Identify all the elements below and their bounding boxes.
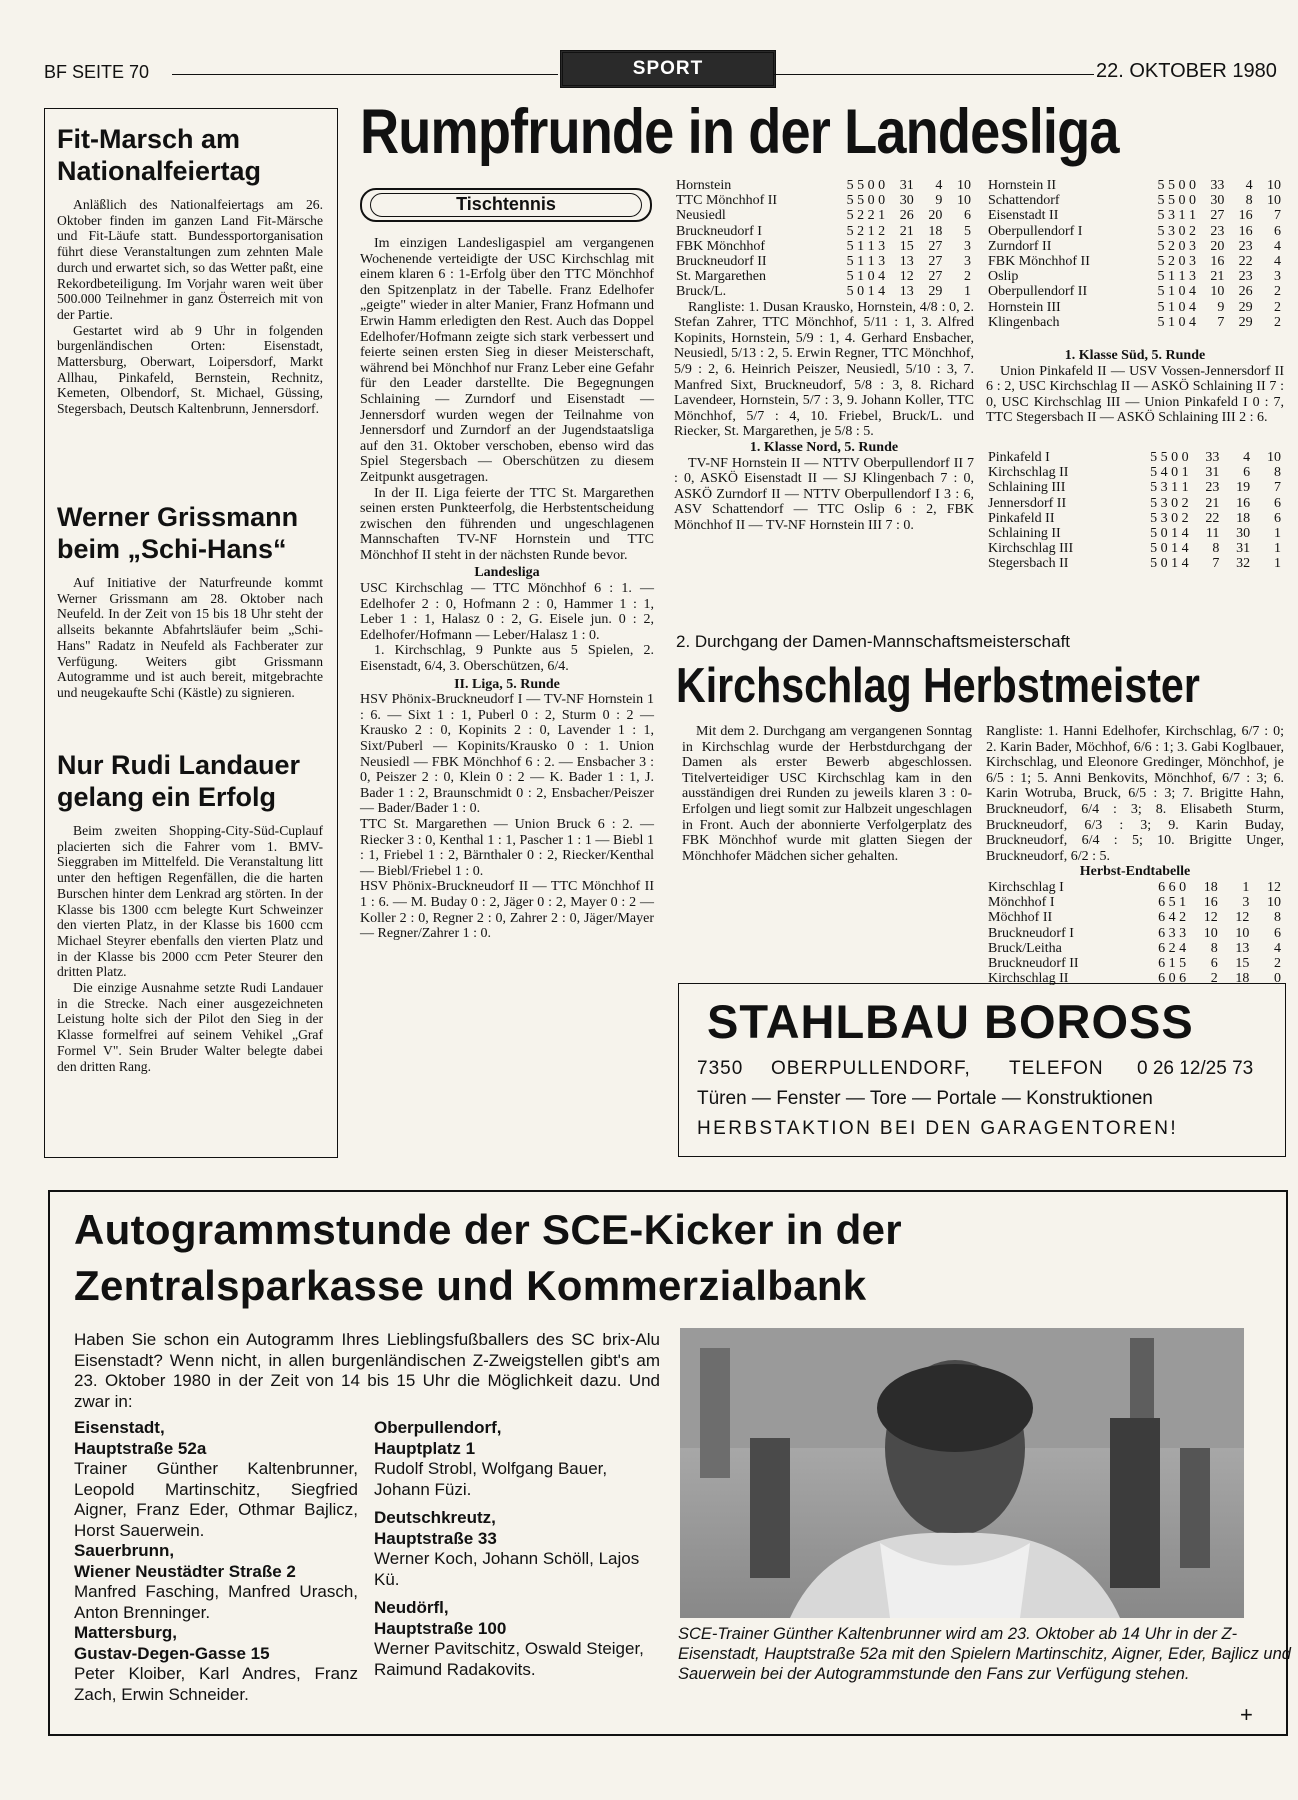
stat-cell: 31 — [1205, 465, 1220, 481]
team-name: Bruck/Leitha — [988, 940, 1062, 956]
article-paragraph: Anläßlich des Nationalfeiertags am 26. Oktober finden im ganzen Land Fit-Märsche und Fit-Läufe statt. Bundessportorganisation führt diese Veranstaltungen zum zehnten Male durch und erwartet sich, so das Wetter paßt, eine Rekordbeteiligung. Im Vorjahr waren weit über 500.000 Teilnehmer in ganz Österreich mit von der Partie. — [57, 197, 323, 322]
stat-cell: 19 — [1236, 480, 1251, 496]
stat-cell: 30 — [1236, 526, 1251, 542]
branch-list-left — [74, 1418, 358, 1705]
ad-promo: HERBSTAKTION BEI DEN GARAGENTOREN! — [697, 1118, 1179, 1139]
stat-cell: 5 0 1 4 — [1150, 526, 1189, 542]
team-name: Schlaining II — [988, 526, 1061, 542]
stat-cell: 15 — [899, 238, 914, 254]
stat-cell: 10 — [957, 178, 971, 193]
section-title: SPORT — [560, 50, 776, 88]
table-row — [986, 178, 1284, 193]
table-row — [986, 465, 1284, 480]
autogramm-headline-line2: Zentralsparkasse und Kommerzialbank — [74, 1262, 867, 1309]
team-name: TTC Mönchhof II — [676, 193, 778, 209]
stat-cell: 23 — [1238, 269, 1253, 285]
stat-cell: 31 — [899, 178, 914, 193]
stat-cell: 27 — [928, 254, 943, 270]
branch — [74, 1541, 358, 1623]
header-rule-left — [172, 74, 558, 75]
article-paragraph: Beim zweiten Shopping-City-Süd-Cuplauf placierten sich die Fahrer vom 1. BMV-Sieggraben im Mittelfeld. Die Veranstaltung litt unter den heftigen Regenfällen, die die harten Burschen hinter dem Lenkrad arg störten. In der Klasse bis 1300 ccm belegte Kurt Schweinzer den vierten Platz, in der Klasse bis 1600 ccm Michael Steyrer ebenfalls den vierten Platz und in der Klasse bis 2000 ccm Peter Steurer den dritten Platz. — [57, 823, 323, 980]
branch-street: Hauptstraße 100 — [374, 1618, 507, 1638]
stat-cell: 18 — [1203, 879, 1218, 895]
stat-cell: 29 — [1238, 314, 1253, 330]
stat-cell: 2 — [1274, 284, 1281, 300]
stat-cell: 5 5 0 0 — [1157, 193, 1196, 209]
stat-cell: 10 — [1267, 178, 1281, 193]
stat-cell: 5 2 2 1 — [846, 208, 886, 224]
table-row — [986, 956, 1284, 971]
liga2-table — [674, 178, 974, 300]
stat-cell: 3 — [1274, 269, 1281, 285]
branch-players: Werner Koch, Johann Schöll, Lajos Kü. — [374, 1549, 640, 1589]
ad-products: Türen — Fenster — Tore — Portale — Konstruktionen — [697, 1088, 1153, 1109]
stat-cell: 21 — [1210, 269, 1225, 285]
stat-cell: 2 — [1274, 314, 1281, 330]
team-name: Möchhof II — [988, 910, 1053, 926]
stat-cell: 5 5 0 0 — [846, 178, 886, 193]
article-title: Nur Rudi Landauer gelang ein Erfolg — [57, 750, 301, 812]
stat-cell: 2 — [1274, 299, 1281, 315]
branch-street: Hauptstraße 52a — [74, 1438, 207, 1458]
table-row — [674, 224, 974, 239]
branch — [374, 1598, 658, 1680]
branch-street: Hauptplatz 1 — [374, 1438, 476, 1458]
left-column-box — [44, 108, 338, 1158]
damen-column-left — [682, 724, 972, 864]
stat-cell: 4 — [1274, 238, 1281, 254]
table-row — [674, 208, 974, 223]
table-row — [986, 480, 1284, 495]
stat-cell: 23 — [1238, 238, 1253, 254]
table-row — [986, 224, 1284, 239]
nord-table — [986, 178, 1284, 330]
stat-cell: 21 — [1205, 495, 1220, 511]
team-name: Bruckneudorf II — [988, 955, 1079, 971]
team-name: Schattendorf — [988, 193, 1060, 209]
team-name: Hornstein III — [988, 299, 1061, 315]
issue-date: 22. OKTOBER 1980 — [1096, 60, 1277, 82]
stat-cell: 5 3 0 2 — [1150, 510, 1189, 526]
stat-cell: 30 — [1210, 193, 1225, 209]
stat-cell: 5 2 0 3 — [1157, 238, 1196, 254]
branch-street: Hauptstraße 33 — [374, 1528, 497, 1548]
stat-cell: 5 1 1 3 — [846, 254, 886, 270]
article-paragraph: Die einzige Ausnahme setzte Rudi Landauer in die Strecke. Nach einer ausgezeichneten Leistung holte sich der Pilot den Sieg in der Klasse formelfrei auf seinem Vehikel „Graf Formel V". Sein Bruder Walter belegte dabei den dritten Rang. — [57, 980, 323, 1074]
autogramm-headline-line1: Autogrammstunde der SCE-Kicker in der — [74, 1206, 902, 1253]
stat-cell: 27 — [928, 238, 943, 254]
stat-cell: 6 2 4 — [1158, 940, 1187, 956]
stat-cell: 12 — [1267, 879, 1281, 895]
stat-cell: 6 — [1274, 510, 1281, 526]
branch-list-right — [374, 1418, 658, 1680]
stat-cell: 6 — [1274, 925, 1281, 941]
team-name: Neusiedl — [676, 208, 726, 224]
stat-cell: 4 — [1243, 450, 1251, 465]
stat-cell: 12 — [1203, 910, 1218, 926]
stat-cell: 5 1 1 3 — [846, 238, 886, 254]
stat-cell: 13 — [899, 284, 914, 300]
branch-place: Sauerbrunn, — [74, 1541, 175, 1560]
stahlbau-ad — [678, 983, 1286, 1157]
damen-column-right — [986, 724, 1284, 986]
end-mark: + — [1240, 1702, 1253, 1727]
stat-cell: 15 — [1235, 955, 1250, 971]
team-name: Pinkafeld II — [988, 510, 1055, 526]
team-name: Kirchschlag III — [988, 541, 1074, 557]
stat-cell: 5 5 0 0 — [1150, 450, 1189, 465]
stat-cell: 8 — [1274, 465, 1281, 481]
damen-kicker: 2. Durchgang der Damen-Mannschaftsmeisterschaft — [676, 632, 1071, 651]
stat-cell: 10 — [1267, 450, 1281, 465]
stat-cell: 26 — [899, 208, 914, 224]
stat-cell: 9 — [935, 193, 943, 209]
team-name: St. Margarethen — [676, 269, 766, 285]
stat-cell: 7 — [1274, 208, 1281, 224]
stat-cell: 5 5 0 0 — [846, 193, 886, 209]
stat-cell: 5 0 1 4 — [846, 284, 886, 300]
sued-heading: 1. Klasse Süd, 5. Runde — [1064, 348, 1206, 364]
table-row — [986, 910, 1284, 925]
damen-body: Mit dem 2. Durchgang am vergangenen Sonntag in Kirchschlag wurde der Herbstdurchgang der Damen als erster Bewerb abgeschlossen. Titelverteidiger USC Kirchschlag kam in den ausständigen drei Runden zu jeweils klaren 3 : 0-Erfolgen und liegt somit zur Halbzeit ungeschlagen in Front. Auch der abonnierte Verfolgerplatz des FBK Mönchhof wurde mit glatten Siegen der Mönchhofer Mädchen sicher gehalten. — [682, 724, 972, 864]
team-name: Oberpullendorf II — [988, 284, 1088, 300]
article-paragraph: Gestartet wird ab 9 Uhr in folgenden burgenländischen Orten: Eisenstadt, Mattersburg, Oberwart, Loipersdorf, Markt Allhau, Pinkafeld, Bernstein, Rechnitz, Kemeten, Olbendorf, St. Michael, Güssing, Stegersbach, Deutsch Kaltenbrunn, Jennersdorf. — [57, 322, 323, 417]
team-name: Bruckneudorf II — [676, 254, 767, 270]
stat-cell: 18 — [1236, 510, 1251, 526]
table-row — [986, 254, 1284, 269]
stat-cell: 5 — [964, 223, 971, 239]
branch — [374, 1508, 658, 1590]
stat-cell: 7 — [1274, 480, 1281, 496]
team-name: Bruckneudorf I — [676, 223, 762, 239]
stat-cell: 5 2 1 2 — [846, 223, 886, 239]
stat-cell: 10 — [1203, 925, 1218, 941]
stat-cell: 23 — [1205, 480, 1220, 496]
stat-cell: 1 — [1274, 556, 1281, 572]
article-title: Fit-Marsch am Nationalfeiertag — [57, 124, 262, 186]
table-row — [674, 269, 974, 284]
table-row — [674, 254, 974, 269]
branch-place: Deutschkreutz, — [374, 1508, 496, 1527]
team-name: Bruck/L. — [676, 284, 727, 300]
table-row — [674, 284, 974, 299]
stat-cell: 13 — [1235, 940, 1250, 956]
team-name: Stegersbach II — [988, 556, 1069, 572]
stat-cell: 16 — [1238, 208, 1253, 224]
stat-cell: 27 — [1210, 208, 1225, 224]
stat-cell: 22 — [1238, 254, 1253, 270]
team-name: Eisenstadt II — [988, 208, 1059, 224]
team-name: Kirchschlag II — [988, 465, 1069, 481]
autogramm-intro: Haben Sie schon ein Autogramm Ihres Lieblingsfußballers des SC brix-Alu Eisenstadt? Wenn nicht, in allen burgenländischen Z-Zweigstellen gibt's am 23. Oktober 1980 in der Zeit von 14 bis 15 Uhr die Möglichkeit dazu. Und zwar in: — [74, 1330, 660, 1411]
stat-cell: 10 — [1210, 284, 1225, 300]
intro-paragraph: In der II. Liga feierte der TTC St. Margarethen seinen ersten Punkteerfolg, die Herbstentscheidung zwischen den führenden und ungeschlagenen Mannschaften TV-NF Hornstein und TTC Mönchhof II steht in der nächsten Runde bevor. — [360, 485, 654, 563]
table-row — [986, 926, 1284, 941]
trainer-photo — [680, 1328, 1244, 1618]
branch-street: Gustav-Degen-Gasse 15 — [74, 1643, 270, 1663]
branch-players: Rudolf Strobl, Wolfgang Bauer, Johann Füzi. — [374, 1459, 608, 1499]
table-row — [986, 450, 1284, 465]
team-name: Klingenbach — [988, 314, 1060, 330]
stat-cell: 4 — [935, 178, 943, 193]
team-name: Oberpullendorf I — [988, 223, 1083, 239]
stat-cell: 29 — [928, 284, 943, 300]
stat-cell: 5 1 0 4 — [1157, 284, 1196, 300]
table-row — [986, 284, 1284, 299]
stat-cell: 3 — [1242, 895, 1250, 911]
branch-street: Wiener Neustädter Straße 2 — [74, 1561, 296, 1581]
branch — [374, 1418, 658, 1500]
table-row — [674, 178, 974, 193]
stat-cell: 21 — [899, 223, 914, 239]
damen-table — [986, 880, 1284, 986]
team-name: Oslip — [988, 269, 1019, 285]
stat-cell: 1 — [1242, 879, 1250, 895]
stat-cell: 20 — [928, 208, 943, 224]
stat-cell: 2 — [1210, 971, 1218, 987]
ad-zip: 7350 — [697, 1058, 744, 1079]
stat-cell: 23 — [1210, 223, 1225, 239]
stat-cell: 6 5 1 — [1158, 895, 1187, 911]
table-row — [986, 541, 1284, 556]
liga2-heading: II. Liga, 5. Runde — [454, 676, 560, 692]
branch-place: Neudörfl, — [374, 1598, 449, 1617]
team-name: Pinkafeld I — [988, 450, 1050, 465]
stat-cell: 6 — [964, 208, 971, 224]
nord-heading: 1. Klasse Nord, 5. Runde — [749, 439, 899, 455]
photo-illustration — [680, 1328, 1244, 1618]
article-paragraph: Auf Initiative der Naturfreunde kommt Werner Grissmann am 28. Oktober nach Neufeld. In der Zeit von 15 bis 18 Uhr steht der allseits bekannte Abfahrtsläufer beim „Schi-Hans" Radatz in Neufeld als Fachberater zur Verfügung. Weiters gibt Grissmann Autogramme und ist auch bereit, mitgebrachte und neugekaufte Schi (Kästle) zu signieren. — [57, 575, 323, 700]
stat-cell: 5 1 0 4 — [1157, 299, 1196, 315]
team-name: Schlaining III — [988, 480, 1066, 496]
stat-cell: 16 — [1210, 254, 1225, 270]
photo-caption: SCE-Trainer Günther Kaltenbrunner wird am 23. Oktober ab 14 Uhr in der Z-Eisenstadt, Hauptstraße 52a mit den Spielern Martinschitz, Aigner, Eder, Bajlicz und Sauerwein bei der Autogrammstunde den Fans zur Verfügung stehen. — [678, 1625, 1291, 1683]
table-row — [986, 496, 1284, 511]
stat-cell: 27 — [928, 269, 943, 285]
stat-cell: 16 — [1238, 223, 1253, 239]
table-row — [986, 526, 1284, 541]
sued-table — [986, 450, 1284, 572]
table-row — [986, 511, 1284, 526]
stat-cell: 5 1 0 4 — [846, 269, 886, 285]
team-name: Jennersdorf II — [988, 495, 1067, 511]
branch-place: Oberpullendorf, — [374, 1418, 502, 1437]
table-row — [986, 193, 1284, 208]
stat-cell: 29 — [1238, 299, 1253, 315]
stat-cell: 18 — [928, 223, 943, 239]
stat-cell: 12 — [899, 269, 914, 285]
damen-headline: Kirchschlag Herbstmeister — [676, 659, 1200, 713]
table-row — [986, 208, 1284, 223]
stat-cell: 8 — [1274, 910, 1281, 926]
branch-players: Trainer Günther Kaltenbrunner, Leopold Martinschitz, Siegfried Aigner, Franz Eder, Othmar Bajlicz, Horst Sauerwein. — [74, 1459, 358, 1540]
tischtennis-label-box — [360, 188, 652, 222]
team-name: Kirchschlag I — [988, 879, 1064, 895]
stat-cell: 3 — [964, 238, 971, 254]
table-row — [674, 193, 974, 208]
stat-cell: 5 2 0 3 — [1157, 254, 1196, 270]
stat-cell: 31 — [1236, 541, 1251, 557]
table-row — [986, 895, 1284, 910]
header-rule-right — [774, 74, 1094, 75]
stat-cell: 10 — [1235, 925, 1250, 941]
stat-cell: 1 — [1274, 541, 1281, 557]
team-name: Kirchschlag II — [988, 971, 1069, 987]
stat-cell: 33 — [1210, 178, 1225, 193]
stat-cell: 2 — [1274, 955, 1281, 971]
branch-place: Eisenstadt, — [74, 1418, 165, 1437]
branch — [74, 1418, 358, 1541]
stat-cell: 6 — [1210, 955, 1218, 971]
team-name: Zurndorf II — [988, 238, 1052, 254]
stat-cell: 0 — [1274, 971, 1281, 987]
liga2-result: TTC St. Margarethen — Union Bruck 6 : 2. — Riecker 3 : 0, Kenthal 1 : 1, Pascher 1 : 1 — Biebl 1 : 1, Friebel 1 : 2, Bärnthaler 0 : 2, Riecker/Kenthal — Biebl/Friebel 1 : 0. — [360, 816, 654, 879]
stat-cell: 30 — [899, 193, 914, 209]
stat-cell: 6 — [1243, 465, 1251, 481]
table-row — [986, 300, 1284, 315]
stat-cell: 6 1 5 — [1158, 955, 1187, 971]
table-row — [986, 941, 1284, 956]
team-name: Bruckneudorf I — [988, 925, 1074, 941]
stat-cell: 5 3 0 2 — [1157, 223, 1196, 239]
ad-city: OBERPULLENDORF, — [771, 1058, 971, 1079]
stat-cell: 3 — [964, 254, 971, 270]
branch — [74, 1623, 358, 1705]
team-name: Hornstein — [676, 178, 732, 193]
branch-players: Werner Pavitschitz, Oswald Steiger, Raimund Radakovits. — [374, 1639, 644, 1679]
ad-phone-label: TELEFON — [1009, 1058, 1104, 1079]
stat-cell: 6 — [1274, 495, 1281, 511]
stat-cell: 6 0 6 — [1158, 971, 1187, 987]
stat-cell: 18 — [1235, 971, 1250, 987]
landesliga-heading: Landesliga — [474, 565, 540, 581]
table-row — [986, 315, 1284, 330]
article-landauer — [57, 749, 323, 1074]
stat-cell: 10 — [957, 193, 971, 209]
stat-cell: 5 3 1 1 — [1157, 208, 1196, 224]
stat-cell: 12 — [1235, 910, 1250, 926]
stat-cell: 5 3 0 2 — [1150, 495, 1189, 511]
nord-results: TV-NF Hornstein II — NTTV Oberpullendorf II 7 : 0, ASKÖ Eisenstadt II — SJ Klingenbach 7 : 0, ASKÖ Zurndorf II — NTTV Oberpullendorf I 3 : 6, ASV Schattendorf — TTC Oslip 6 : 2, FBK Mönchhof II — TV-NF Hornstein III 7 : 0. — [674, 455, 974, 533]
article-title: Werner Grissmann beim „Schi-Hans“ — [57, 502, 299, 564]
branch-players: Peter Kloiber, Karl Andres, Franz Zach, Erwin Schneider. — [74, 1664, 358, 1704]
team-name: FBK Mönchhof II — [988, 254, 1090, 270]
stat-cell: 6 3 3 — [1158, 925, 1187, 941]
stat-cell: 11 — [1205, 526, 1220, 542]
stat-cell: 16 — [1203, 895, 1218, 911]
nord-sued-column — [986, 178, 1284, 572]
damen-rangliste: Rangliste: 1. Hanni Edelhofer, Kirchschlag, 6/7 : 0; 2. Karin Bader, Möchhof, 6/6 : 1; 3. Gabi Koglbauer, Kirchschlag, und Eleonore Gredinger, Mönchhof, je 6/5 : 1; 5. Anni Benkovits, Mönchhof, 6/7 : 3; 6. Karin Wotruba, Bruck, 6/5 : 3; 7. Brigitte Hahn, Bruckneudorf, 6/4 : 3; 8. Elisabeth Sturm, Bruckneudorf, 6/3 : 3; 9. Karin Buday, Bruckneudorf, 6/4 : 5; 10. Brigitte Unger, Bruckneudorf, 6/2 : 5. — [986, 724, 1284, 864]
tischtennis-label: Tischtennis — [370, 193, 642, 217]
stat-cell: 26 — [1238, 284, 1253, 300]
team-name: Mönchhof I — [988, 895, 1055, 911]
stat-cell: 8 — [1210, 940, 1218, 956]
table-row — [986, 556, 1284, 571]
table-row — [986, 269, 1284, 284]
table-row — [674, 239, 974, 254]
stat-cell: 20 — [1210, 238, 1225, 254]
stat-cell: 1 — [964, 284, 971, 300]
stat-cell: 8 — [1212, 541, 1220, 557]
liga2-result: HSV Phönix-Bruckneudorf I — TV-NF Hornstein 1 : 6. — Sixt 1 : 1, Puberl 0 : 2, Sturm 0 : 2 — Krausko 2 : 0, Kopinits 2 : 0, Lavender 1 : 1, Sixt/Puberl — Kopinits/Krausko 0 : 1. Union Neusiedl — FBK Mönchhof 6 : 2. — Ensbacher 3 : 0, Peiszer 2 : 0, Klein 0 : 2 — K. Bader 1 : 1, J. Bader 1 : 2, Braunschmidt 0 : 2, Ensbacher/Peiszer — Bader/Bader 1 : 0. — [360, 692, 654, 817]
tischtennis-column — [360, 236, 654, 942]
stat-cell: 5 0 1 4 — [1150, 541, 1189, 557]
liga2-result: HSV Phönix-Bruckneudorf II — TTC Mönchhof II 1 : 6. — M. Buday 0 : 2, Jäger 0 : 2, Mayer 0 : 2 — Koller 2 : 0, Regner 2 : 0, Zahrer 2 : 0, Jäger/Mayer — Regner/Zahrer 1 : 0. — [360, 879, 654, 942]
stat-cell: 5 4 0 1 — [1150, 465, 1189, 481]
landesliga-table: 1. Kirchschlag, 9 Punkte aus 5 Spielen, 2. Eisenstadt, 6/4, 3. Oberschützen, 6/4. — [360, 643, 654, 675]
stat-cell: 2 — [964, 269, 971, 285]
landesliga-result: USC Kirchschlag — TTC Mönchhof 6 : 1. — Edelhofer 2 : 0, Hofmann 2 : 0, Hammer 1 : 1, Leber 1 : 1, Halasz 0 : 2, G. Eisele jun. 0 : 2, Edelhofer/Hofmann — Leber/Halasz 1 : 0. — [360, 581, 654, 643]
liga2-column — [674, 178, 974, 534]
stat-cell: 5 0 1 4 — [1150, 556, 1189, 572]
sued-results: Union Pinkafeld II — USV Vossen-Jennersdorf II 6 : 2, USC Kirchschlag II — ASKÖ Schlaining II 7 : 0, USC Kirchschlag III — Union Pinkafeld I 0 : 7, TTC Stegersbach II — ASKÖ Schlaining III 2 : 6. — [986, 363, 1284, 426]
team-name: FBK Mönchhof — [676, 238, 766, 254]
stat-cell: 13 — [899, 254, 914, 270]
damen-table-heading: Herbst-Endtabelle — [1079, 864, 1191, 880]
table-row — [986, 880, 1284, 895]
stat-cell: 5 1 0 4 — [1157, 314, 1196, 330]
article-grissmann — [57, 501, 323, 701]
stat-cell: 6 4 2 — [1158, 910, 1187, 926]
branch-place: Mattersburg, — [74, 1623, 177, 1642]
stat-cell: 22 — [1205, 510, 1220, 526]
intro-paragraph: Im einzigen Landesligaspiel am vergangenen Wochenende verteidigte der USC Kirchschlag mit einem klaren 6 : 1-Erfolg über den TTC Mönchhof den Spitzenplatz in der Tabelle. Franz Edelhofer „geigte" wieder in alter Manier, Franz Hofmann und Erwin Hamm erledigten den Rest. Auch das Doppel Edelhofer/Hofmann zeigte sich stark verbessert und feierte seinen ersten Sieg in dieser Meisterschaft, während bei Mönchhof nur Franz Leber eine Gefahr für den Leader darstellte. Die Begegnungen Schlaining — Zurndorf und Eisenstadt — Jennersdorf wurden wegen der Teilnahme von Jennersdorf und Zurndorf an der Jugendstaatsliga auf den 31. Oktober verschoben, ebenso wird das Spiel Stegersbach — Oberschützen zu diesem Zeitpunkt ausgetragen. — [360, 236, 654, 485]
stat-cell: 5 5 0 0 — [1157, 178, 1196, 193]
stat-cell: 7 — [1217, 314, 1225, 330]
stat-cell: 7 — [1212, 556, 1220, 572]
ad-phone: 0 26 12/25 73 — [1137, 1058, 1254, 1079]
stat-cell: 5 1 1 3 — [1157, 269, 1196, 285]
main-headline: Rumpfrunde in der Landesliga — [360, 97, 1119, 167]
stat-cell: 1 — [1274, 526, 1281, 542]
stat-cell: 6 — [1274, 223, 1281, 239]
branch-players: Manfred Fasching, Manfred Urasch, Anton Brenninger. — [74, 1582, 358, 1622]
stat-cell: 33 — [1205, 450, 1220, 465]
stat-cell: 10 — [1267, 895, 1281, 911]
page-label: BF SEITE 70 — [44, 62, 150, 82]
stat-cell: 4 — [1274, 254, 1281, 270]
stat-cell: 32 — [1236, 556, 1251, 572]
stat-cell: 6 6 0 — [1158, 879, 1187, 895]
stat-cell: 16 — [1236, 495, 1251, 511]
stat-cell: 8 — [1245, 193, 1253, 209]
liga2-rangliste: Rangliste: 1. Dusan Krausko, Hornstein, 4/8 : 0, 2. Stefan Zahrer, TTC Mönchhof, 5/11 : 1, 3. Alfred Kopinits, Hornstein, 5/9 : 1, 4. Gerhard Ensbacher, Neusiedl, 5/13 : 2, 5. Erwin Regner, TTC Mönchhof, 5/9 : 2, 6. Heinrich Peiszer, Neusiedl, 5/10 : 3, 7. Manfred Sixt, Bruckneudorf, 5/8 : 3, 8. Richard Lavendeer, Hornstein, 5/7 : 3, 9. Johann Koller, TTC Mönchhof, 5/7 : 4, 10. Friebel, Bruck/L. und Riecker, St. Margarethen, je 5/8 : 5. — [674, 299, 974, 440]
stat-cell: 4 — [1245, 178, 1253, 193]
stat-cell: 5 3 1 1 — [1150, 480, 1189, 496]
table-row — [986, 239, 1284, 254]
stat-cell: 4 — [1274, 940, 1281, 956]
stat-cell: 10 — [1267, 193, 1281, 209]
ad-company-name: STAHLBAU BOROSS — [707, 995, 1194, 1048]
team-name: Hornstein II — [988, 178, 1057, 193]
article-fit-marsch — [57, 123, 323, 417]
stat-cell: 9 — [1217, 299, 1225, 315]
